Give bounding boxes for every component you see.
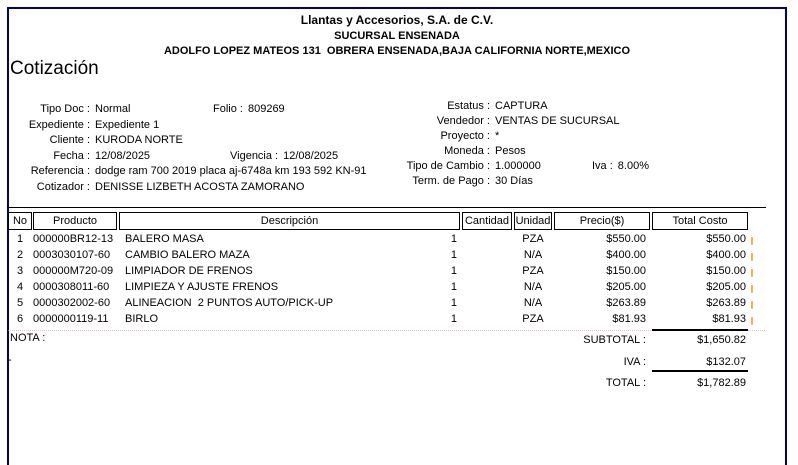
- row-descripcion: BALERO MASA: [125, 233, 204, 245]
- field-label: Cliente :: [49, 134, 90, 146]
- field-moneda: [400, 145, 526, 157]
- orange-tick-icon: [751, 317, 753, 325]
- column-header-precio: Precio($): [554, 212, 650, 230]
- nota-value: -: [8, 354, 12, 366]
- orange-tick-icon: [751, 237, 753, 245]
- field-value: *: [495, 130, 500, 142]
- orange-tick-icon: [751, 269, 753, 277]
- row-producto: 0000308011-60: [33, 281, 110, 293]
- table-row: [0, 297, 798, 313]
- row-no: 3: [16, 265, 24, 277]
- field-value: Normal: [95, 103, 131, 115]
- row-descripcion: CAMBIO BALERO MAZA: [125, 249, 250, 261]
- field-label: Folio :: [213, 103, 243, 115]
- table-row: [0, 313, 798, 329]
- table-row: [0, 233, 798, 249]
- orange-tick-icon: [751, 285, 753, 293]
- field-label: Proyecto :: [440, 130, 490, 142]
- row-cantidad: 1: [450, 249, 457, 261]
- branch-name: SUCURSAL ENSENADA: [334, 30, 460, 42]
- field-vigencia: [230, 150, 338, 162]
- row-no: 5: [16, 297, 24, 309]
- field-label: Cotizador :: [36, 181, 90, 193]
- field-cliente: [10, 134, 183, 146]
- table-top-rule: [7, 207, 766, 208]
- row-cantidad: 1: [450, 313, 457, 325]
- page-title: Cotización: [10, 58, 99, 79]
- column-header-descripcion: Descripción: [119, 212, 460, 230]
- row-producto: 000000M720-09: [33, 265, 114, 277]
- field-term-de-pago: [400, 175, 533, 187]
- row-unidad: N/A: [523, 281, 543, 293]
- field-value: VENTAS DE SUCURSAL: [495, 115, 620, 127]
- row-unidad: N/A: [523, 297, 543, 309]
- row-total: $263.89: [706, 297, 746, 309]
- iva-value: $132.07: [706, 356, 746, 368]
- row-no: 1: [16, 233, 24, 245]
- field-label: Vigencia :: [230, 150, 279, 162]
- company-address: ADOLFO LOPEZ MATEOS 131 OBRERA ENSENADA,BAJA CALIFORNIA NORTE,MEXICO: [163, 45, 631, 57]
- row-producto: 0000000119-11: [33, 313, 109, 325]
- field-label: Moneda :: [444, 145, 490, 157]
- row-producto: 000000BR12-13: [33, 233, 114, 245]
- column-header-no: No: [8, 212, 32, 230]
- total-label: TOTAL :: [605, 377, 646, 389]
- row-producto: 0000302002-60: [33, 297, 111, 309]
- items-total-rule: [652, 329, 748, 331]
- table-row: [0, 249, 798, 265]
- orange-tick-icon: [751, 253, 753, 261]
- row-total: $205.00: [706, 281, 746, 293]
- grand-total-rule: [652, 370, 748, 372]
- row-total: $150.00: [706, 265, 746, 277]
- row-cantidad: 1: [450, 233, 457, 245]
- row-precio: $205.00: [606, 281, 646, 293]
- row-precio: $263.89: [606, 297, 646, 309]
- field-fecha: [10, 150, 150, 162]
- row-no: 4: [16, 281, 24, 293]
- row-descripcion: LIMPIADOR DE FRENOS: [125, 265, 253, 277]
- field-label: Expediente :: [28, 119, 90, 131]
- field-label: Vendedor :: [436, 115, 490, 127]
- company-name: Llantas y Accesorios, S.A. de C.V.: [300, 13, 494, 27]
- field-folio: [213, 103, 285, 115]
- field-value: 1.000000: [495, 160, 541, 172]
- field-expediente: [10, 119, 159, 131]
- orange-tick-icon: [751, 301, 753, 309]
- field-value: dodge ram 700 2019 placa aj-6748a km 193 592 KN-91: [95, 165, 367, 177]
- field-value: 12/08/2025: [95, 150, 151, 162]
- table-row: [0, 281, 798, 297]
- field-iva-rate: [592, 160, 649, 172]
- field-label: Fecha :: [53, 150, 90, 162]
- field-estatus: [400, 100, 548, 112]
- nota-label: NOTA :: [10, 332, 46, 344]
- subtotal-value: $1,650.82: [697, 334, 746, 346]
- row-producto: 0003030107-60: [33, 249, 111, 261]
- field-value: DENISSE LIZBETH ACOSTA ZAMORANO: [95, 181, 305, 193]
- field-tipo-doc: [10, 103, 130, 115]
- row-cantidad: 1: [450, 281, 457, 293]
- row-descripcion: ALINEACION 2 PUNTOS AUTO/PICK-UP: [125, 297, 334, 309]
- subtotal-label: SUBTOTAL :: [583, 334, 646, 346]
- row-total: $81.93: [712, 313, 746, 325]
- field-label: Tipo Doc :: [40, 103, 90, 115]
- row-total: $400.00: [706, 249, 746, 261]
- field-value: 809269: [247, 103, 285, 115]
- column-header-unidad: Unidad: [514, 212, 552, 230]
- field-referencia: [10, 165, 367, 177]
- field-value: KURODA NORTE: [95, 134, 183, 146]
- table-row: [0, 265, 798, 281]
- row-cantidad: 1: [450, 265, 457, 277]
- row-no: 2: [16, 249, 24, 261]
- field-label: Iva :: [592, 160, 613, 172]
- field-proyecto: [400, 130, 499, 142]
- row-descripcion: LIMPIEZA Y AJUSTE FRENOS: [125, 281, 279, 293]
- iva-label: IVA :: [623, 356, 646, 368]
- row-no: 6: [16, 313, 24, 325]
- row-unidad: PZA: [522, 265, 544, 277]
- column-header-producto: Producto: [33, 212, 117, 230]
- field-value: Pesos: [495, 145, 526, 157]
- field-vendedor: [400, 115, 620, 127]
- field-value: 8.00%: [617, 160, 649, 172]
- row-total: $550.00: [706, 233, 746, 245]
- field-value: CAPTURA: [495, 100, 548, 112]
- field-label: Term. de Pago :: [412, 175, 490, 187]
- row-unidad: PZA: [522, 233, 544, 245]
- field-value: 12/08/2025: [283, 150, 339, 162]
- field-value: 30 Días: [495, 175, 533, 187]
- row-precio: $81.93: [612, 313, 646, 325]
- field-cotizador: [10, 181, 304, 193]
- row-precio: $550.00: [606, 233, 646, 245]
- row-unidad: N/A: [523, 249, 543, 261]
- field-value: Expediente 1: [95, 119, 160, 131]
- field-tipo-de-cambio: [400, 160, 541, 172]
- field-label: Referencia :: [30, 165, 90, 177]
- row-cantidad: 1: [450, 297, 457, 309]
- row-descripcion: BIRLO: [125, 313, 159, 325]
- row-precio: $150.00: [606, 265, 646, 277]
- row-precio: $400.00: [606, 249, 646, 261]
- column-header-total-costo: Total Costo: [652, 212, 748, 230]
- row-unidad: PZA: [522, 313, 544, 325]
- field-label: Tipo de Cambio :: [406, 160, 490, 172]
- field-label: Estatus :: [447, 100, 490, 112]
- total-value: $1,782.89: [697, 377, 746, 389]
- column-header-cantidad: Cantidad: [462, 212, 512, 230]
